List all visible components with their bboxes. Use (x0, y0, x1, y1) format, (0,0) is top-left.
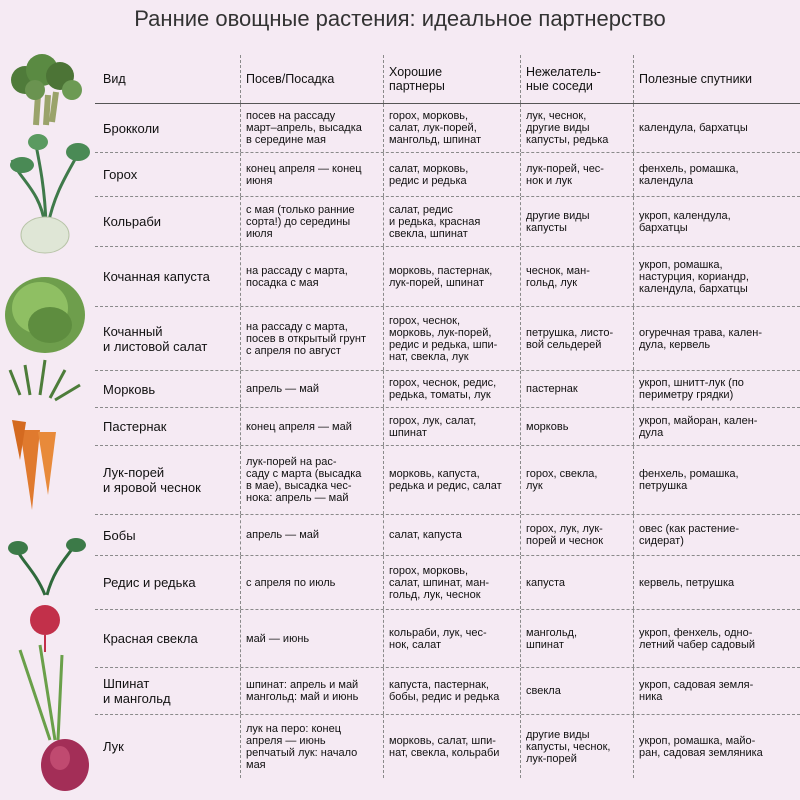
species-name: Кочанный и листовой салат (103, 323, 208, 354)
page-title: Ранние овощные растения: идеальное партнерство (134, 6, 666, 31)
sowing-time: шпинат: апрель и май мангольд: май и июнь (240, 668, 383, 714)
companions: укроп, садовая земля- ника (633, 668, 800, 714)
bad-neighbors: горох, лук, лук- порей и чеснок (520, 515, 633, 555)
bad-neighbors: морковь (520, 408, 633, 445)
companions: укроп, шнитт-лук (по периметру грядки) (633, 371, 800, 407)
species-name: Красная свекла (103, 631, 198, 646)
sowing-time: с апреля по июль (240, 556, 383, 609)
good-partners: горох, чеснок, редис, редька, томаты, лук (383, 371, 520, 407)
good-partners: горох, чеснок, морковь, лук-порей, редис и редька, шпи- нат, свекла, лук (383, 307, 520, 370)
good-partners: горох, лук, салат, шпинат (383, 408, 520, 445)
sowing-time: на рассаду с марта, посадка с мая (240, 247, 383, 306)
bad-neighbors: свекла (520, 668, 633, 714)
lettuce-illustration (5, 277, 85, 353)
table-header-row (95, 55, 800, 104)
bad-neighbors: капуста (520, 556, 633, 609)
companions: укроп, майоран, кален- дула (633, 408, 800, 445)
radish-illustration (8, 538, 86, 652)
sowing-time: лук-порей на рас- саду с марта (высадка в мае), высадка чес- нока: апрель — май (240, 446, 383, 514)
bad-neighbors: пастернак (520, 371, 633, 407)
onion-illustration (20, 645, 89, 791)
carrot-illustration (10, 360, 80, 510)
table-row (95, 247, 800, 307)
kohlrabi-illustration (10, 134, 90, 253)
sowing-time: конец апреля — конец июня (240, 153, 383, 196)
companions: укроп, ромашка, майо- ран, садовая земляника (633, 715, 800, 778)
sowing-time: лук на перо: конец апреля — июнь репчатый лук: начало мая (240, 715, 383, 778)
table-row (95, 371, 800, 408)
bad-neighbors: чеснок, ман- гольд, лук (520, 247, 633, 306)
table-row (95, 446, 800, 515)
header-good-partners: Хорошие партнеры (383, 55, 520, 103)
table-row (95, 104, 800, 153)
table-row (95, 153, 800, 197)
table-row (95, 197, 800, 247)
companions: кервель, петрушка (633, 556, 800, 609)
companions: фенхель, ромашка, календула (633, 153, 800, 196)
bad-neighbors: лук, чеснок, другие виды капусты, редька (520, 104, 633, 152)
sowing-time: с мая (только ранние сорта!) до середины июля (240, 197, 383, 246)
species-name: Пастернак (103, 419, 167, 434)
table-row (95, 668, 800, 715)
species-name: Горох (103, 167, 138, 182)
bad-neighbors: горох, свекла, лук (520, 446, 633, 514)
species-name: Морковь (103, 381, 156, 397)
bad-neighbors: другие виды капусты, чеснок, лук-порей (520, 715, 633, 778)
good-partners: морковь, капуста, редька и редис, салат (383, 446, 520, 514)
companions: овес (как растение- сидерат) (633, 515, 800, 555)
good-partners: капуста, пастернак, бобы, редис и редька (383, 668, 520, 714)
sowing-time: конец апреля — май (240, 408, 383, 445)
broccoli-illustration (11, 54, 82, 125)
good-partners: горох, морковь, салат, шпинат, ман- гольд, лук, чеснок (383, 556, 520, 609)
table-row (95, 408, 800, 446)
companions: огуречная трава, кален- дула, кервель (633, 307, 800, 370)
good-partners: морковь, салат, шпи- нат, свекла, кольраби (383, 715, 520, 778)
good-partners: горох, морковь, салат, лук-порей, мангольд, шпинат (383, 104, 520, 152)
good-partners: салат, редис и редька, красная свекла, шпинат (383, 197, 520, 246)
bad-neighbors: мангольд, шпинат (520, 610, 633, 667)
species-name: Лук (103, 739, 124, 754)
table-row (95, 515, 800, 556)
header-companions: Полезные спутники (633, 55, 800, 103)
companions: фенхель, ромашка, петрушка (633, 446, 800, 514)
bad-neighbors: петрушка, листо- вой сельдерей (520, 307, 633, 370)
sowing-time: посев на рассаду март–апрель, высадка в середине мая (240, 104, 383, 152)
species-name: Лук-порей и яровой чеснок (103, 465, 201, 495)
table-row (95, 610, 800, 668)
good-partners: кольраби, лук, чес- нок, салат (383, 610, 520, 667)
species-name: Брокколи (103, 120, 160, 136)
header-species: Вид (103, 72, 126, 86)
table-row (95, 715, 800, 778)
good-partners: морковь, пастернак, лук-порей, шпинат (383, 247, 520, 306)
table-row (95, 307, 800, 371)
vegetable-illustrations (0, 40, 95, 800)
sowing-time: май — июнь (240, 610, 383, 667)
species-name: Кочанная капуста (103, 269, 210, 284)
table-row (95, 556, 800, 610)
bad-neighbors: лук-порей, чес- нок и лук (520, 153, 633, 196)
companions: укроп, фенхель, одно- летний чабер садовый (633, 610, 800, 667)
companions: укроп, календула, бархатцы (633, 197, 800, 246)
good-partners: салат, морковь, редис и редька (383, 153, 520, 196)
header-sowing: Посев/Посадка (240, 55, 383, 103)
companion-planting-table (95, 55, 800, 778)
species-name: Редис и редька (103, 575, 196, 590)
species-name: Кольраби (103, 214, 162, 229)
species-name: Шпинат и мангольд (103, 676, 171, 706)
bad-neighbors: другие виды капусты (520, 197, 633, 246)
header-bad-neighbors: Нежелатель- ные соседи (520, 55, 633, 103)
companions: календула, бархатцы (633, 104, 800, 152)
sowing-time: апрель — май (240, 371, 383, 407)
species-name: Бобы (103, 527, 136, 543)
companions: укроп, ромашка, настурция, кориандр, календула, бархатцы (633, 247, 800, 306)
sowing-time: апрель — май (240, 515, 383, 555)
sowing-time: на рассаду с марта, посев в открытый грунт с апреля по август (240, 307, 383, 370)
good-partners: салат, капуста (383, 515, 520, 555)
